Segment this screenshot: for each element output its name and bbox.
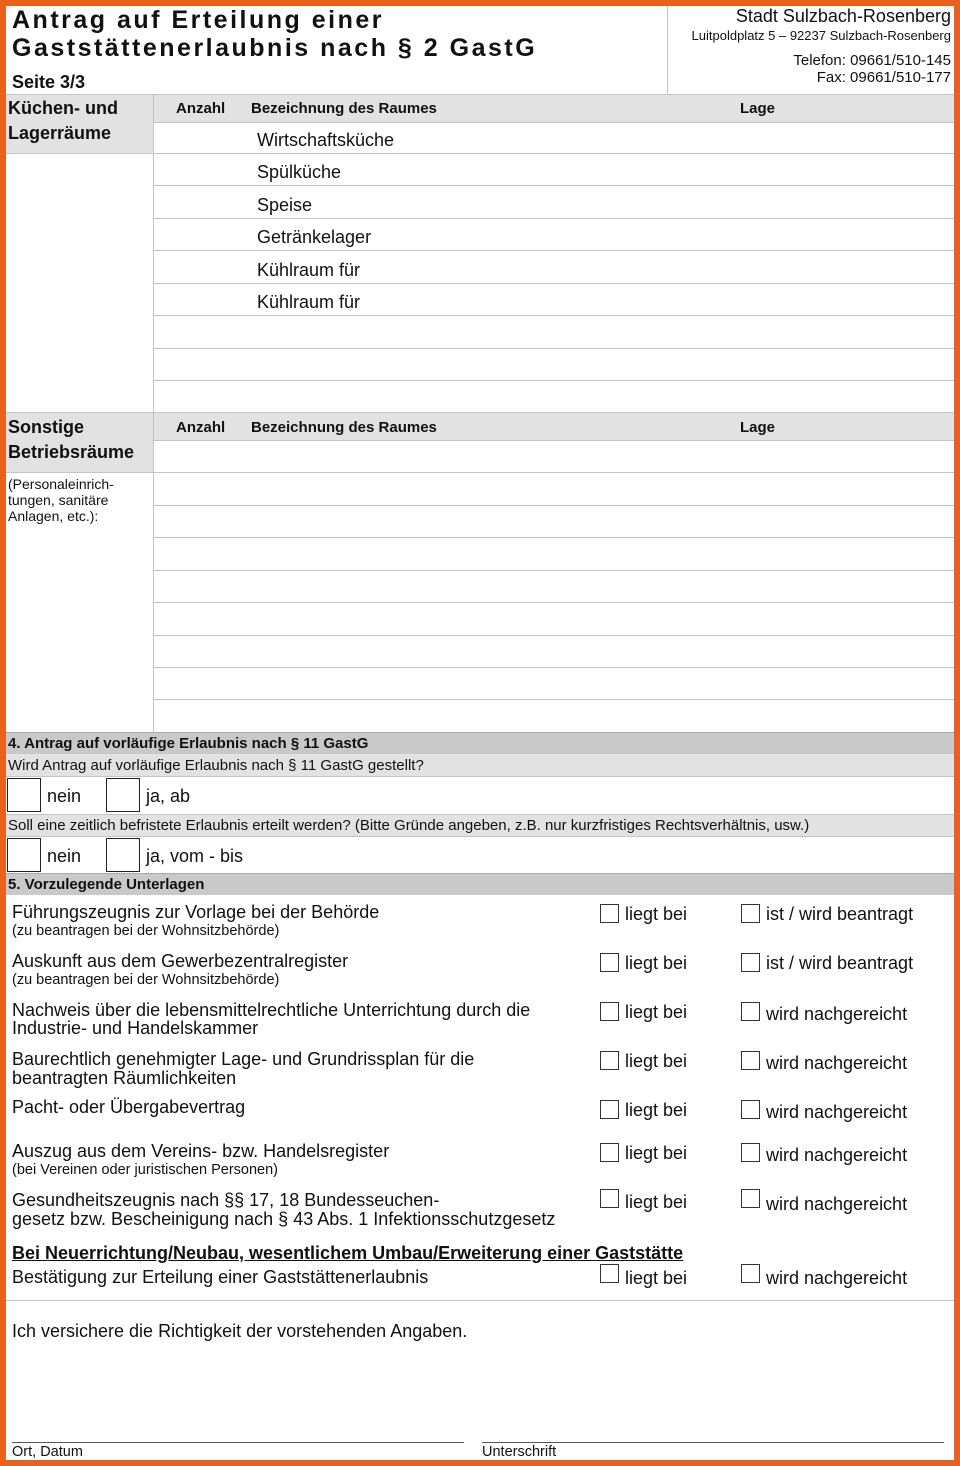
enclosed-label: liegt bei <box>625 1268 688 1288</box>
other-col-name: Bezeichnung des Raumes <box>251 419 437 436</box>
kitchen-col-location: Lage <box>740 100 776 117</box>
table-row[interactable] <box>154 635 954 636</box>
place-date-field[interactable] <box>12 1376 464 1440</box>
enclosed-checkbox[interactable] <box>600 1264 619 1283</box>
other-note-line2: tungen, sanitäre <box>8 492 109 508</box>
other-note-line3: Anlagen, etc.): <box>8 508 99 524</box>
table-row[interactable] <box>154 283 954 284</box>
temporary-yes-label: ja, vom - bis <box>146 846 244 866</box>
enclosed-label: liegt bei <box>625 1002 688 1022</box>
other-label-line2: Betriebsräume <box>8 442 135 462</box>
enclosed-checkbox[interactable] <box>600 1189 619 1208</box>
table-row[interactable] <box>154 505 954 506</box>
enclosed-label: liegt bei <box>625 953 688 973</box>
table-row[interactable] <box>154 315 954 316</box>
table-row[interactable] <box>154 667 954 668</box>
document-note: (bei Vereinen oder juristischen Personen) <box>12 1162 278 1178</box>
document-title-cont: gesetz bzw. Bescheinigung nach § 43 Abs. 1 Infektionsschutzgesetz <box>12 1209 556 1229</box>
table-row[interactable] <box>154 250 954 251</box>
document-title: Auskunft aus dem Gewerbezentralregister <box>12 951 349 971</box>
document-title: Gesundheitszeugnis nach §§ 17, 18 Bundesseuchen- <box>12 1190 440 1210</box>
requested-label: ist / wird beantragt <box>766 904 914 924</box>
table-row[interactable] <box>154 218 954 219</box>
enclosed-checkbox[interactable] <box>600 953 619 972</box>
submitted-later-checkbox[interactable] <box>741 1264 760 1283</box>
submitted-later-label: wird nachgereicht <box>766 1268 908 1288</box>
submitted-later-label: wird nachgereicht <box>766 1053 908 1073</box>
document-title: Pacht- oder Übergabevertrag <box>12 1097 246 1117</box>
enclosed-label: liegt bei <box>625 904 688 924</box>
kitchen-label-line1: Küchen- und <box>8 98 118 118</box>
table-row[interactable] <box>154 348 954 349</box>
document-title-cont: beantragten Räumlichkeiten <box>12 1068 237 1088</box>
document-title: Auszug aus dem Vereins- bzw. Handelsregister <box>12 1141 390 1161</box>
enclosed-checkbox[interactable] <box>600 1143 619 1162</box>
temporary-no-label: nein <box>47 846 82 866</box>
temporary-no-checkbox[interactable] <box>7 838 41 872</box>
other-label-line1: Sonstige <box>8 417 85 437</box>
authority-name: Stadt Sulzbach-Rosenberg <box>735 6 951 26</box>
provisional-no-checkbox[interactable] <box>7 778 41 812</box>
table-row[interactable] <box>154 699 954 700</box>
question-temporary: Soll eine zeitlich befristete Erlaubnis erteilt werden? (Bitte Gründe angeben, z.B. nur kurzfristiges Rechtsverhältnis, usw.) <box>8 817 810 834</box>
section-5-heading: 5. Vorzulegende Unterlagen <box>8 876 205 893</box>
submitted-later-checkbox[interactable] <box>741 1189 760 1208</box>
table-row[interactable] <box>154 537 954 538</box>
page-number: Seite 3/3 <box>12 72 86 92</box>
form-title-line1: Antrag auf Erteilung einer <box>12 6 384 34</box>
kitchen-label-line2: Lagerräume <box>8 123 112 143</box>
kitchen-room-name: Kühlraum für <box>257 260 361 280</box>
submitted-later-checkbox[interactable] <box>741 1143 760 1162</box>
provisional-yes-checkbox[interactable] <box>106 778 140 812</box>
document-title: Nachweis über die lebensmittelrechtliche Unterrichtung durch die <box>12 1000 531 1020</box>
signature-line <box>482 1442 944 1443</box>
signature-field[interactable] <box>482 1376 944 1440</box>
question-provisional: Wird Antrag auf vorläufige Erlaubnis nach § 11 GastG gestellt? <box>8 757 424 774</box>
section-4-heading: 4. Antrag auf vorläufige Erlaubnis nach § 11 GastG <box>8 735 369 752</box>
document-title-cont: Industrie- und Handelskammer <box>12 1018 259 1038</box>
document-title: Baurechtlich genehmigter Lage- und Grundrissplan für die <box>12 1049 475 1069</box>
kitchen-room-name: Speise <box>257 195 313 215</box>
authority-phone: Telefon: 09661/510-145 <box>793 52 951 69</box>
temporary-yes-checkbox[interactable] <box>106 838 140 872</box>
submitted-later-checkbox[interactable] <box>741 1002 760 1021</box>
requested-label: ist / wird beantragt <box>766 953 914 973</box>
submitted-later-label: wird nachgereicht <box>766 1145 908 1165</box>
temporary-period-field[interactable] <box>252 846 932 868</box>
enclosed-checkbox[interactable] <box>600 904 619 923</box>
form-title-line2: Gaststättenerlaubnis nach § 2 GastG <box>12 34 538 62</box>
requested-checkbox[interactable] <box>741 904 760 923</box>
provisional-date-field[interactable] <box>192 786 932 808</box>
enclosed-checkbox[interactable] <box>600 1100 619 1119</box>
enclosed-label: liegt bei <box>625 1051 688 1071</box>
table-row[interactable] <box>154 185 954 186</box>
enclosed-label: liegt bei <box>625 1143 688 1163</box>
kitchen-room-name: Kühlraum für <box>257 292 361 312</box>
authority-fax: Fax: 09661/510-177 <box>816 69 951 86</box>
table-row[interactable] <box>154 602 954 603</box>
document-note: (zu beantragen bei der Wohnsitzbehörde) <box>12 923 280 939</box>
table-row[interactable] <box>154 380 954 381</box>
header-divider <box>667 6 668 94</box>
other-note-line1: (Personaleinrich- <box>8 476 114 492</box>
kitchen-col-name: Bezeichnung des Raumes <box>251 100 437 117</box>
new-build-heading: Bei Neuerrichtung/Neubau, wesentlichem Umbau/Erweiterung einer Gaststätte <box>12 1243 684 1263</box>
kitchen-room-name: Wirtschaftsküche <box>257 130 395 150</box>
declaration-text: Ich versichere die Richtigkeit der vorstehenden Angaben. <box>12 1321 468 1341</box>
document-title: Bestätigung zur Erteilung einer Gaststättenerlaubnis <box>12 1267 429 1287</box>
enclosed-label: liegt bei <box>625 1192 688 1212</box>
other-col-count: Anzahl <box>176 419 226 436</box>
signature-label: Unterschrift <box>482 1444 557 1460</box>
enclosed-label: liegt bei <box>625 1100 688 1120</box>
authority-address: Luitpoldplatz 5 – 92237 Sulzbach-Rosenberg <box>691 28 951 43</box>
other-col-location: Lage <box>740 419 776 436</box>
kitchen-room-name: Spülküche <box>257 162 342 182</box>
provisional-yes-label: ja, ab <box>146 786 191 806</box>
submitted-later-checkbox[interactable] <box>741 1100 760 1119</box>
kitchen-room-name: Getränkelager <box>257 227 372 247</box>
enclosed-checkbox[interactable] <box>600 1051 619 1070</box>
requested-checkbox[interactable] <box>741 953 760 972</box>
table-row[interactable] <box>6 472 954 473</box>
place-date-line <box>12 1442 464 1443</box>
table-row[interactable] <box>154 570 954 571</box>
document-note: (zu beantragen bei der Wohnsitzbehörde) <box>12 972 280 988</box>
submitted-later-label: wird nachgereicht <box>766 1102 908 1122</box>
submitted-later-checkbox[interactable] <box>741 1051 760 1070</box>
enclosed-checkbox[interactable] <box>600 1002 619 1021</box>
provisional-no-label: nein <box>47 786 82 806</box>
place-date-label: Ort, Datum <box>12 1444 83 1460</box>
submitted-later-label: wird nachgereicht <box>766 1194 908 1214</box>
document-title: Führungszeugnis zur Vorlage bei der Behörde <box>12 902 380 922</box>
submitted-later-label: wird nachgereicht <box>766 1004 908 1024</box>
table-row[interactable] <box>154 153 954 154</box>
form-page <box>6 6 954 1460</box>
kitchen-col-count: Anzahl <box>176 100 226 117</box>
